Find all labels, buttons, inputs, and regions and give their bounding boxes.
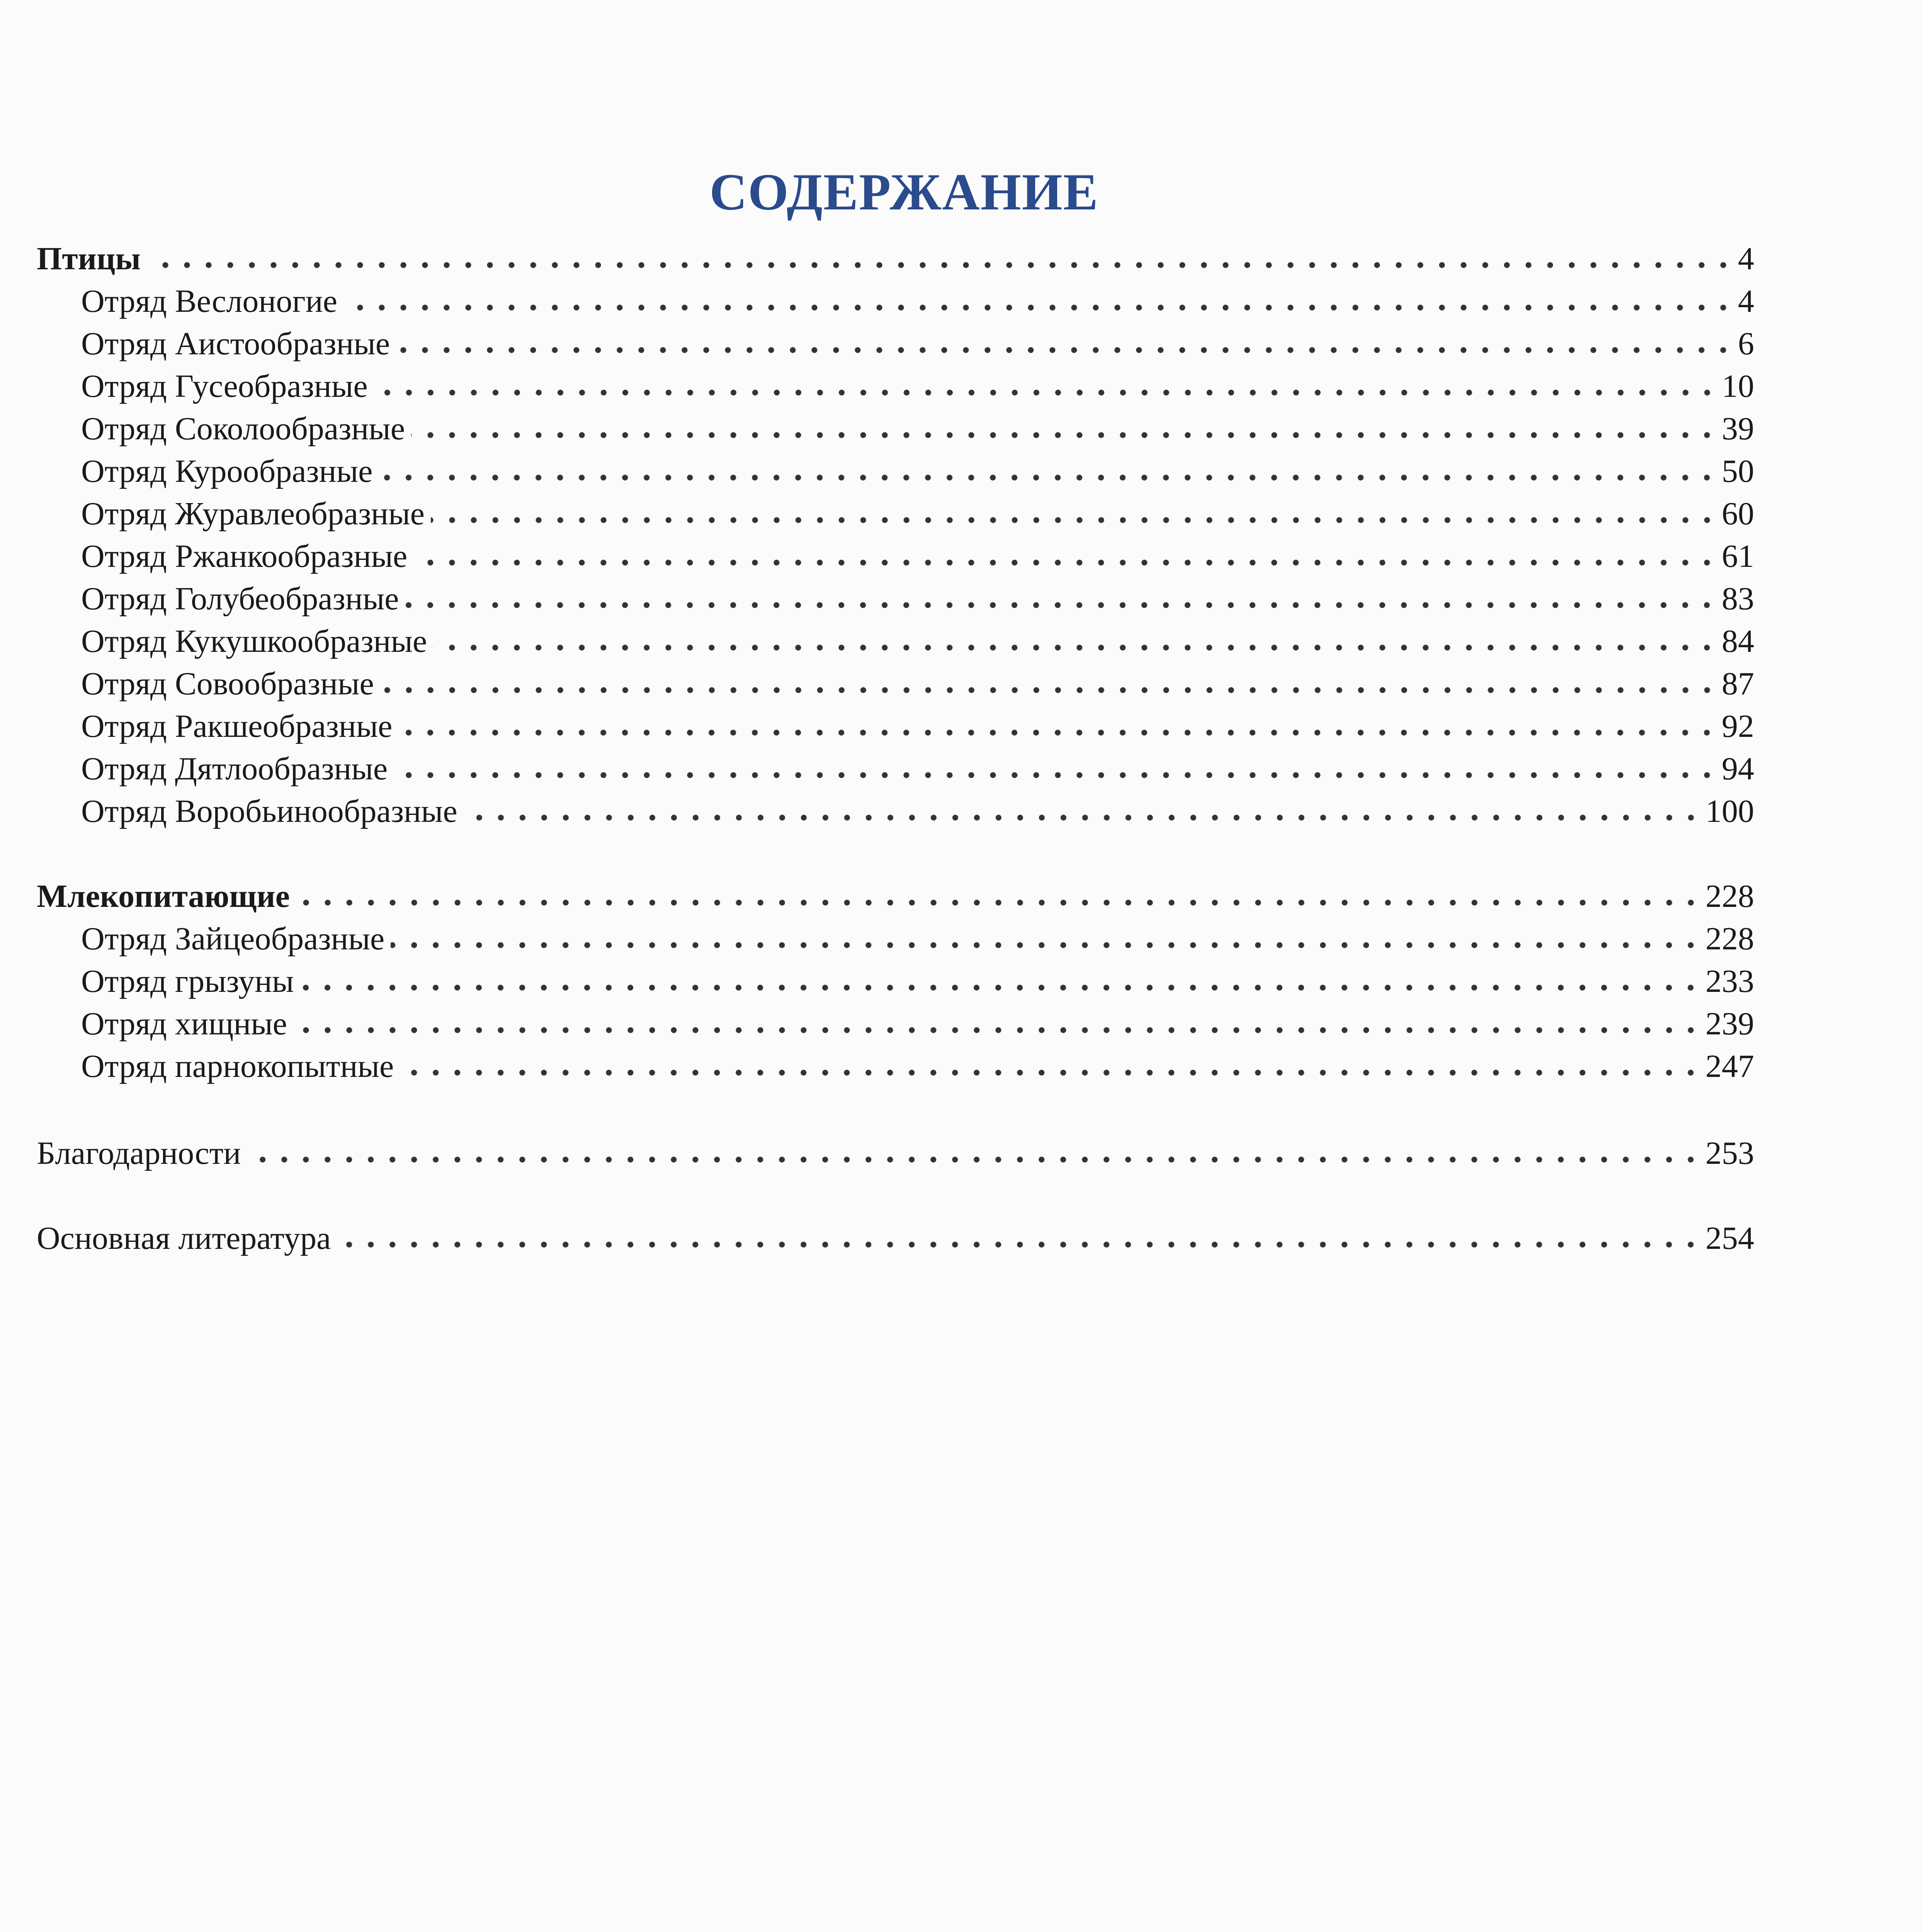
toc-entry-label: Отряд Голубеобразные xyxy=(81,581,399,617)
toc-entry-acknowledgements[interactable] xyxy=(37,1134,1754,1173)
page-title: СОДЕРЖАНИЕ xyxy=(709,163,1099,221)
toc-page-number: 92 xyxy=(1722,708,1754,744)
dot-leader xyxy=(379,474,1718,481)
dot-leader xyxy=(343,304,1734,311)
toc-page-number: 10 xyxy=(1722,368,1754,404)
dot-leader xyxy=(411,431,1718,439)
dot-leader xyxy=(464,814,1702,821)
toc-entry-label: Основная литература xyxy=(37,1220,331,1256)
toc-page-number: 6 xyxy=(1738,326,1754,362)
toc-page-number: 4 xyxy=(1738,283,1754,319)
dot-leader xyxy=(391,941,1702,949)
dot-leader xyxy=(400,1069,1702,1077)
dot-leader xyxy=(296,899,1702,906)
toc-entry-label: Отряд хищные xyxy=(81,1006,287,1042)
dot-leader xyxy=(247,1156,1702,1163)
toc-entry[interactable] xyxy=(81,665,1754,703)
toc-page-number: 84 xyxy=(1722,623,1754,659)
toc-entry-label: Отряд Зайцеобразные xyxy=(81,921,385,957)
toc-entry-label: Благодарности xyxy=(37,1135,241,1171)
toc-entry[interactable] xyxy=(81,920,1754,958)
toc-page-number: 50 xyxy=(1722,453,1754,489)
toc-entry[interactable] xyxy=(81,495,1754,533)
toc-page-number: 239 xyxy=(1705,1006,1754,1042)
toc-entry-bibliography[interactable] xyxy=(37,1219,1754,1258)
dot-leader xyxy=(300,984,1702,992)
dot-leader xyxy=(431,516,1718,524)
toc-entry-label: Отряд Кукушкообразные xyxy=(81,623,427,659)
toc-section-label: Птицы xyxy=(37,241,141,277)
toc-entry[interactable] xyxy=(81,325,1754,363)
toc-page-number: 228 xyxy=(1705,878,1754,914)
toc-entry[interactable] xyxy=(81,580,1754,618)
toc-entry-label: Отряд Совообразные xyxy=(81,666,374,702)
dot-leader xyxy=(433,644,1718,651)
toc-entry-label: Отряд Аистообразные xyxy=(81,326,390,362)
toc-entry[interactable] xyxy=(81,452,1754,491)
dot-leader xyxy=(374,389,1718,396)
toc-page-number: 254 xyxy=(1705,1220,1754,1256)
toc-entry-label: Отряд Дятлообразные xyxy=(81,751,388,787)
dot-leader xyxy=(396,346,1734,354)
toc-page-number: 61 xyxy=(1722,538,1754,574)
toc-section-birds[interactable] xyxy=(37,240,1754,278)
toc-page-number: 228 xyxy=(1705,921,1754,957)
toc-page-number: 100 xyxy=(1705,793,1754,829)
dot-leader xyxy=(398,729,1718,736)
toc-page-number: 39 xyxy=(1722,411,1754,447)
toc-section-label: Млекопитающие xyxy=(37,878,290,914)
toc-entry-label: Отряд Веслоногие xyxy=(81,283,338,319)
dot-leader xyxy=(394,771,1718,779)
dot-leader xyxy=(147,261,1734,269)
toc-page-number: 94 xyxy=(1722,751,1754,787)
toc-entry[interactable] xyxy=(81,962,1754,1001)
toc-entry[interactable] xyxy=(81,367,1754,406)
toc-page-number: 247 xyxy=(1705,1048,1754,1084)
toc-entry-label: Отряд Гусеобразные xyxy=(81,368,368,404)
toc-entry-label: Отряд Воробьинообразные xyxy=(81,793,457,829)
toc-entry-label: Отряд парнокопытные xyxy=(81,1048,394,1084)
toc-entry[interactable] xyxy=(81,622,1754,661)
toc-entry-label: Отряд Курообразные xyxy=(81,453,373,489)
dot-leader xyxy=(337,1241,1702,1248)
toc-entry[interactable] xyxy=(81,792,1754,831)
toc-entry[interactable] xyxy=(81,410,1754,448)
toc-page-number: 253 xyxy=(1705,1135,1754,1171)
toc-entry[interactable] xyxy=(81,1005,1754,1043)
toc-page-number: 60 xyxy=(1722,496,1754,532)
toc-entry[interactable] xyxy=(81,1047,1754,1086)
toc-entry[interactable] xyxy=(81,282,1754,321)
toc-entry-label: Отряд Ржанкообразные xyxy=(81,538,408,574)
toc-page-number: 83 xyxy=(1722,581,1754,617)
toc-page-number: 87 xyxy=(1722,666,1754,702)
toc-entry-label: Отряд Журавлеобразные xyxy=(81,496,425,532)
toc-section-mammals[interactable] xyxy=(37,877,1754,916)
toc-entry[interactable] xyxy=(81,537,1754,576)
toc-entry[interactable] xyxy=(81,707,1754,746)
toc-page-number: 4 xyxy=(1738,241,1754,277)
toc-entry-label: Отряд Соколообразные xyxy=(81,411,405,447)
toc-entry[interactable] xyxy=(81,750,1754,788)
toc-page-number: 233 xyxy=(1705,963,1754,999)
dot-leader xyxy=(293,1026,1702,1034)
dot-leader xyxy=(380,686,1718,694)
toc-entry-label: Отряд Ракшеобразные xyxy=(81,708,393,744)
dot-leader xyxy=(405,601,1718,609)
toc-entry-label: Отряд грызуны xyxy=(81,963,294,999)
dot-leader xyxy=(413,559,1718,566)
